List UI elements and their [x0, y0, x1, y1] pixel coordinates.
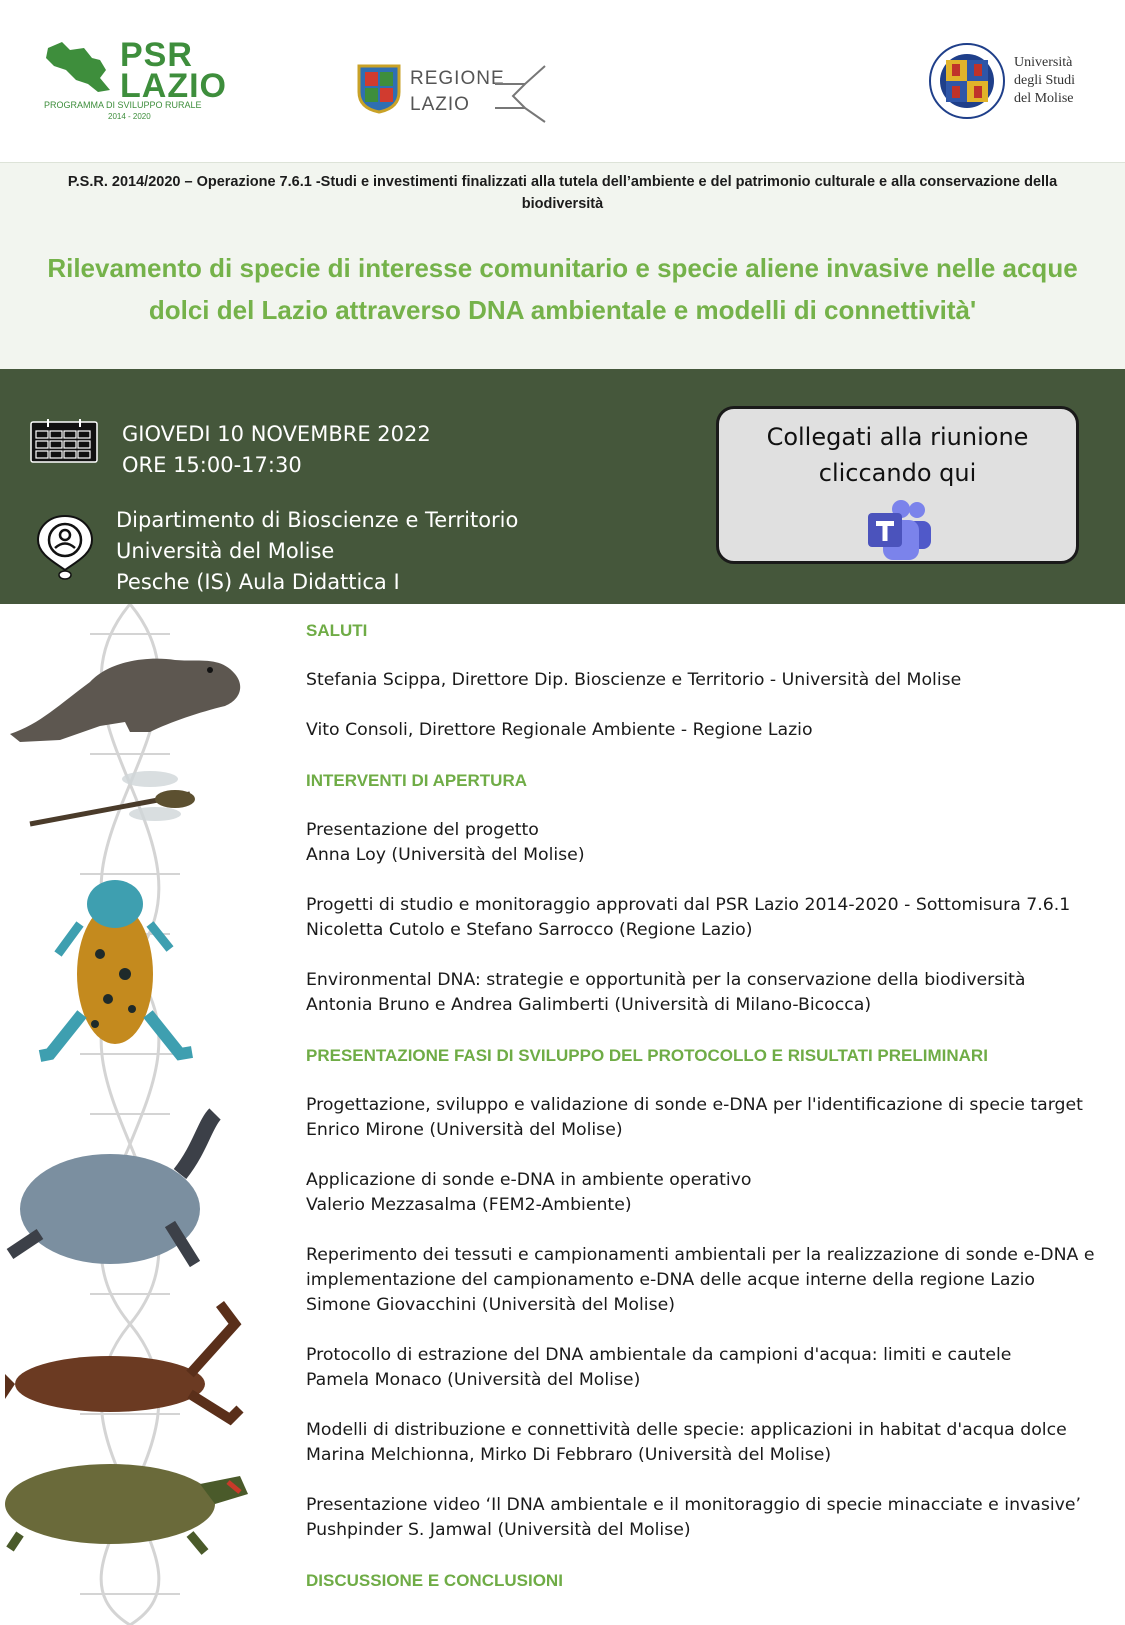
venue-room: Pesche (IS) Aula Didattica I [116, 570, 400, 594]
agenda-item-speaker: Nicoletta Cutolo e Stefano Sarrocco (Regione Lazio) [306, 920, 753, 940]
agenda-item-title: Environmental DNA: strategie e opportunità per la conservazione della biodiversità [306, 970, 1026, 990]
regione-arrow-decoration-icon [495, 64, 555, 124]
join-meeting-button[interactable] [716, 406, 1079, 564]
psr-logo-subtitle: PROGRAMMA DI SVILUPPO RURALE [44, 100, 202, 110]
event-info-band [0, 369, 1125, 604]
frog-illustration [40, 880, 192, 1056]
agenda-item-title: Presentazione del progetto [306, 820, 539, 840]
dragonfly-illustration [30, 771, 195, 824]
agenda-item-speaker: Anna Loy (Università del Molise) [306, 845, 585, 865]
regione-logo-line2: LAZIO [410, 94, 470, 115]
event-time: ORE 15:00-17:30 [122, 453, 302, 477]
agenda-item-speaker: Pamela Monaco (Università del Molise) [306, 1370, 641, 1390]
event-venue [116, 505, 518, 598]
agenda-item-speaker: Pushpinder S. Jamwal (Università del Molise) [306, 1520, 691, 1540]
agenda-item-speaker: Valerio Mezzasalma (FEM2-Ambiente) [306, 1195, 632, 1215]
event-datetime [122, 419, 431, 481]
agenda-item-title: Protocollo di estrazione del DNA ambientale da campioni d'acqua: limiti e cautele [306, 1345, 1012, 1365]
agenda-item-title: Reperimento dei tessuti e campionamenti ambientali per la realizzazione di sonde e-DNA e [306, 1245, 1095, 1265]
slider-turtle-illustration [5, 1464, 248, 1552]
agenda-item [306, 1493, 1106, 1543]
venue-department: Dipartimento di Bioscienze e Territorio [116, 508, 519, 532]
agenda-item-title: Progettazione, sviluppo e validazione di sonde e-DNA per l'identificazione di specie target [306, 1095, 1083, 1115]
agenda-item-title: Progetti di studio e monitoraggio approvati dal PSR Lazio 2014-2020 - Sottomisura 7.6.1 [306, 895, 1071, 915]
agenda-item-title: Presentazione video ‘Il DNA ambientale e il monitoraggio di specie minacciate e invasive’ [306, 1495, 1082, 1515]
join-meeting-label-line1: Collegati alla riunione [766, 423, 1029, 451]
location-pin-icon [36, 514, 94, 580]
agenda-item [306, 668, 1106, 693]
psr-logo-line1: PSR [120, 36, 193, 74]
teams-icon [867, 500, 933, 562]
psr-lazio-logo [40, 36, 260, 130]
agenda-item-speaker: Simone Giovacchini (Università del Molise) [306, 1295, 675, 1315]
venue-university: Università del Molise [116, 539, 335, 563]
university-logo-line2: degli Studi [1014, 73, 1076, 88]
agenda-heading-saluti: SALUTI [306, 621, 368, 640]
agenda-item [306, 1418, 1106, 1468]
agenda-item [306, 1343, 1106, 1393]
species-illustration-column [0, 604, 300, 1625]
agenda-item [306, 968, 1106, 1018]
university-logo-line3: del Molise [1014, 91, 1074, 106]
agenda-item-speaker: Enrico Mirone (Università del Molise) [306, 1120, 623, 1140]
agenda-heading-conclusioni: DISCUSSIONE E CONCLUSIONI [306, 1571, 563, 1590]
pond-turtle-illustration [10, 1114, 215, 1264]
psr-logo-years: 2014 - 2020 [108, 112, 151, 121]
agenda-heading-fasi: PRESENTAZIONE FASI DI SVILUPPO DEL PROTOCOLLO E RISULTATI PRELIMINARI [306, 1046, 988, 1065]
agenda-item-line: Stefania Scippa, Direttore Dip. Bioscienze e Territorio - Università del Molise [306, 670, 962, 690]
regione-logo-line1: REGIONE [410, 68, 505, 89]
agenda-item-speaker: Antonia Bruno e Andrea Galimberti (Università di Milano-Bicocca) [306, 995, 872, 1015]
agenda-item-title-cont: implementazione del campionamento e-DNA delle acque interne della regione Lazio [306, 1270, 1035, 1290]
agenda-item [306, 893, 1106, 943]
crayfish-illustration [5, 1304, 240, 1419]
agenda-item [306, 718, 1106, 743]
operation-line: P.S.R. 2014/2020 – Operazione 7.6.1 -Studi e investimenti finalizzati alla tutela dell’ambiente e del patrimonio culturale e alla conservazione della biodiversità [67, 174, 1058, 212]
logo-strip [0, 0, 1125, 162]
join-meeting-label-line2: cliccando qui [818, 459, 977, 487]
regione-lazio-logo [355, 62, 555, 122]
university-logo-line1: Università [1014, 55, 1073, 70]
event-date: GIOVEDI 10 NOVEMBRE 2022 [122, 422, 431, 446]
title-band [0, 162, 1125, 370]
agenda-item [306, 1168, 1106, 1218]
agenda-item [306, 1243, 1106, 1318]
agenda-item [306, 818, 1106, 868]
regione-crest-icon [355, 62, 403, 114]
agenda-item-line: Vito Consoli, Direttore Regionale Ambiente - Regione Lazio [306, 720, 813, 740]
agenda-heading-apertura: INTERVENTI DI APERTURA [306, 771, 528, 790]
psr-logo-line2: LAZIO [120, 67, 227, 105]
calendar-icon [30, 419, 98, 463]
project-title: Rilevamento di specie di interesse comunitario e specie aliene invasive nelle acque dolci del Lazio attraverso DNA ambientale e modelli di connettività' [47, 253, 1078, 325]
agenda-item [306, 1093, 1106, 1143]
lazio-region-map-icon [40, 40, 120, 100]
university-seal-icon [928, 42, 1006, 120]
agenda-item-speaker: Marina Melchionna, Mirko Di Febbraro (Università del Molise) [306, 1445, 832, 1465]
agenda-item-title: Applicazione di sonde e-DNA in ambiente operativo [306, 1170, 752, 1190]
agenda-item-title: Modelli di distribuzione e connettività delle specie: applicazioni in habitat d'acqua dolce [306, 1420, 1067, 1440]
universita-molise-logo [928, 42, 1098, 127]
agenda [306, 618, 1106, 1618]
otter-illustration [10, 659, 240, 742]
